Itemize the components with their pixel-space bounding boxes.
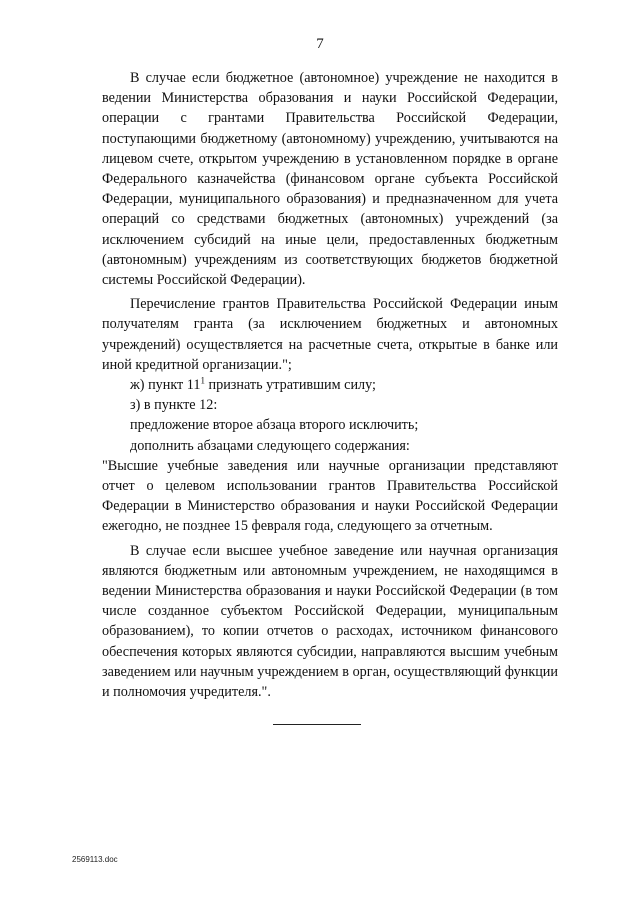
item-zh-superscript: 1 [200,375,205,386]
page-number: 7 [316,36,324,52]
paragraph-report-copies: В случае если высшее учебное заведение или научная организация являются бюджетным или автономным учреждением, не находящимся в ведении Министерства образования и науки Российской Федерации (в том числе созданное субъектом Российской Федерации, муниципальным образованием), то копии отчетов о расходах, источником финансового обеспечения которых являются субсидии, направляются высшим учебным заведением или научным учреждением в орган, осуществляющий функции и полномочия учредителя.". [102,542,558,701]
report-quote-text: "Высшие учебные заведения или научные организации представляют отчет о целевом использовании грантов Правительства Российской Федерации в Министерство образования и науки Российской Федерации ежегодно, не позднее 15 февраля года, следующего за отчетным. [102,457,558,535]
document-id: 2569113.doc [72,855,118,864]
paragraph-item-z: з) в пункте 12: [130,397,218,414]
paragraph-add-paragraphs: дополнить абзацами следующего содержания: [130,437,410,454]
document-body [102,68,558,702]
paragraph-grant-transfer: Перечисление грантов Правительства Российской Федерации иным получателям гранта (за исключением бюджетных и автономных учреждений) осуществляется на расчетные счета, открытые в банке или иной кредитной организации."; [102,296,558,373]
end-divider [273,724,361,725]
paragraph-report-quote [88,456,558,537]
paragraph-exclude-sentence: предложение второе абзаца второго исключить; [130,417,419,434]
item-zh-text-end: признать утратившим силу; [204,377,376,394]
paragraph-budget-institution: В случае если бюджетное (автономное) учреждение не находится в ведении Министерства образования и науки Российской Федерации, операции с грантами Правительства Российской Федерации, поступающими бюджетному (автономному) учреждению, учитываются на лицевом счете, открытом учреждению в установленном порядке в органе Федерального казначейства (финансовом органе субъекта Российской Федерации, муниципального образования) и предназначенном для учета операций со средствами бюджетных (автономных) учреждений (за исключением субсидий на иные цели, предоставленных бюджетным (автономным) учреждениям из соответствующих бюджетов бюджетной системы Российской Федерации). [102,70,558,289]
paragraph-item-zh [102,375,558,395]
item-zh-text: ж) пункт 11 [130,377,201,394]
